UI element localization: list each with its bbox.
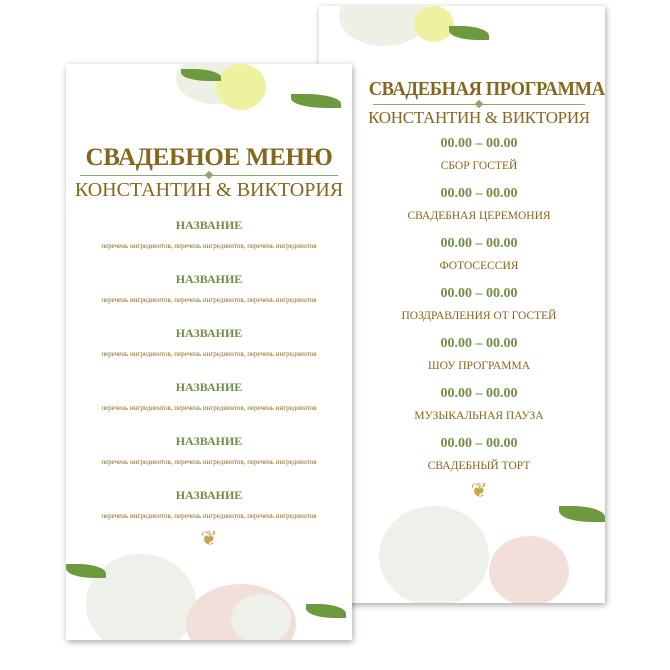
program-event (353, 236, 605, 272)
dish-name: НАЗВАНИЕ (175, 218, 243, 232)
event-label: МУЗЫКАЛЬНАЯ ПАУЗА (414, 410, 544, 422)
event-label: ШОУ ПРОГРАММА (427, 360, 531, 372)
dish-name: НАЗВАНИЕ (175, 272, 243, 286)
program-title: СВАДЕБНАЯ ПРОГРАММА (368, 78, 605, 100)
menu-item (66, 434, 352, 466)
wedding-program-card (319, 6, 605, 603)
menu-title: СВАДЕБНОЕ МЕНЮ (85, 144, 333, 171)
couple-names: КОНСТАНТИН & ВИКТОРИЯ (368, 108, 590, 127)
event-time: 00.00 – 00.00 (440, 236, 518, 251)
dish-name: НАЗВАНИЕ (175, 434, 243, 448)
event-time: 00.00 – 00.00 (440, 336, 518, 351)
dish-name: НАЗВАНИЕ (175, 326, 243, 340)
dish-ingredients: перечень ингредиентов, перечень ингредиентов, перечень ингредиентов (101, 350, 317, 358)
ornament: ❦ (470, 480, 488, 502)
program-event (353, 436, 605, 472)
menu-item (66, 272, 352, 304)
dish-ingredients: перечень ингредиентов, перечень ингредиентов, перечень ингредиентов (101, 512, 317, 520)
event-label: СВАДЕБНЫЙ ТОРТ (427, 460, 531, 472)
divider (373, 104, 585, 105)
ornament: ❦ (200, 528, 218, 550)
event-time: 00.00 – 00.00 (440, 136, 518, 151)
couple-names: КОНСТАНТИН & ВИКТОРИЯ (74, 179, 344, 201)
flower-decoration (231, 594, 291, 640)
event-label: СБОР ГОСТЕЙ (440, 160, 518, 172)
dish-name: НАЗВАНИЕ (175, 488, 243, 502)
dish-ingredients: перечень ингредиентов, перечень ингредиентов, перечень ингредиентов (101, 296, 317, 304)
dish-name: НАЗВАНИЕ (175, 380, 243, 394)
menu-item (66, 488, 352, 520)
wedding-menu-card (66, 64, 352, 640)
event-time: 00.00 – 00.00 (440, 436, 518, 451)
leaf-decoration (66, 564, 106, 578)
event-time: 00.00 – 00.00 (440, 286, 518, 301)
program-event (353, 386, 605, 422)
program-event (353, 186, 605, 222)
dish-ingredients: перечень ингредиентов, перечень ингредиентов, перечень ингредиентов (101, 458, 317, 466)
event-time: 00.00 – 00.00 (440, 386, 518, 401)
program-header (359, 78, 605, 128)
event-label: ФОТОСЕССИЯ (439, 260, 519, 272)
event-time: 00.00 – 00.00 (440, 186, 518, 201)
program-event (353, 336, 605, 372)
dish-ingredients: перечень ингредиентов, перечень ингредиентов, перечень ингредиентов (101, 404, 317, 412)
leaf-decoration (559, 506, 605, 522)
leaf-decoration (306, 604, 346, 618)
flower-decoration (86, 554, 196, 640)
flower-decoration (216, 64, 266, 110)
menu-item (66, 326, 352, 358)
program-event (353, 286, 605, 322)
flower-decoration (414, 6, 454, 42)
flower-decoration (379, 506, 489, 603)
event-label: ПОЗДРАВЛЕНИЯ ОТ ГОСТЕЙ (401, 310, 557, 322)
leaf-decoration (291, 94, 341, 108)
divider (80, 175, 338, 176)
program-event (353, 136, 605, 172)
flower-decoration (489, 536, 569, 603)
menu-item (66, 380, 352, 412)
event-label: СВАДЕБНАЯ ЦЕРЕМОНИЯ (407, 210, 551, 222)
dish-ingredients: перечень ингредиентов, перечень ингредиентов, перечень ингредиентов (101, 242, 317, 250)
leaf-decoration (449, 26, 489, 40)
menu-item (66, 218, 352, 250)
